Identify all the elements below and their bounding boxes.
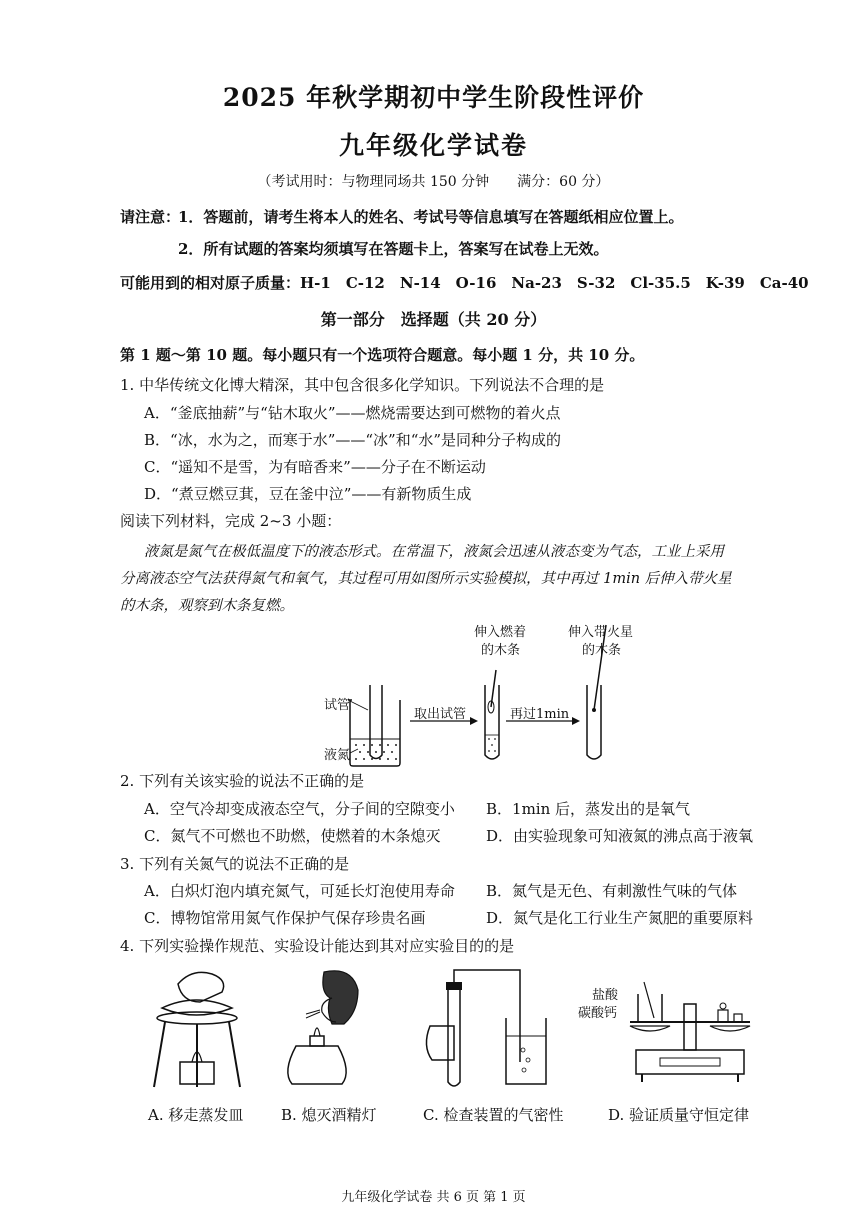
label-hydrochloric-acid: 盐酸 — [592, 988, 619, 1003]
balance-base — [636, 1050, 744, 1074]
weight — [718, 1010, 728, 1022]
delivery-tube — [454, 970, 520, 1062]
q2-option-d: D．由实验现象可知液氮的沸点高于液氧 — [486, 827, 754, 845]
test-tube-3 — [587, 685, 601, 759]
head — [323, 971, 358, 1024]
flame — [314, 1028, 320, 1036]
hand — [178, 972, 224, 1002]
passage-line-2: 分离液态空气法获得氮气和氧气，其过程可用如图所示实验模拟，其中再过 1min 后伸入带火星 — [120, 571, 732, 587]
section-title: 第一部分 选择题（共 20 分） — [320, 310, 547, 329]
label-calcium-carbonate: 碳酸钙 — [578, 1006, 618, 1021]
atomic-masses: 可能用到的相对原子质量：H-1 C-12 N-14 O-16 Na-23 S-32 Cl-35.5 K-39 Ca-40 — [120, 274, 809, 292]
arrow-label-take-out: 取出试管 — [414, 707, 467, 722]
q3-option-a: A．白炽灯泡内填充氮气，可延长灯泡使用寿命 — [144, 882, 455, 900]
beaker — [638, 994, 662, 1022]
left-pan — [630, 1026, 670, 1031]
q3-option-c: C．博物馆常用氮气作保护气保存珍贵名画 — [144, 909, 426, 927]
figure-c-airtightness-check — [420, 962, 560, 1092]
q2-option-c: C．氮气不可燃也不助燃，使燃着的木条熄灭 — [144, 827, 441, 845]
note-item-1: 1．答题前，请考生将本人的姓名、考试号等信息填写在答题纸相应位置上。 — [178, 208, 684, 226]
q2-stem: 2. 下列有关该实验的说法不正确的是 — [120, 772, 365, 790]
arrow-label-after-1min: 再过1min — [510, 707, 570, 722]
figure-b-alcohol-lamp — [262, 962, 372, 1092]
q4-caption-c: C. 检查装置的气密性 — [423, 1106, 564, 1124]
q3-option-d: D．氮气是化工行业生产氮肥的重要原料 — [486, 909, 754, 927]
figure-a-evaporating-dish — [140, 962, 250, 1092]
q1-option-d: D．“煮豆燃豆萁，豆在釜中泣”——有新物质生成 — [144, 485, 472, 503]
note-item-2: 2．所有试题的答案均须填写在答题卡上，答案写在试卷上无效。 — [178, 240, 609, 258]
q2-option-b: B．1min 后，蒸发出的是氧气 — [486, 800, 691, 818]
alcohol-lamp — [288, 1046, 346, 1084]
q2-option-a: A．空气冷却变成液态空气，分子间的空隙变小 — [144, 800, 455, 818]
q1-option-b: B．“冰，水为之，而寒于水”——“冰”和“水”是同种分子构成的 — [144, 431, 562, 449]
label-liquid-nitrogen: 液氮 — [324, 748, 351, 763]
page-footer: 九年级化学试卷 共 6 页 第 1 页 — [341, 1190, 526, 1205]
q4-stem: 4. 下列实验操作规范、实验设计能达到其对应实验目的的是 — [120, 937, 515, 955]
hand — [426, 1026, 454, 1060]
notes-lead: 请注意： — [120, 208, 181, 226]
q1-option-a: A．“釜底抽薪”与“钻木取火”——燃烧需要达到可燃物的着火点 — [144, 404, 561, 422]
label-glowing-splint-1: 伸入带火星 — [568, 625, 634, 640]
label-test-tube: 试管 — [324, 698, 351, 713]
label-glowing-splint-2: 的木条 — [582, 643, 622, 658]
q4-caption-a: A. 移走蒸发皿 — [148, 1106, 244, 1124]
q1-stem: 1. 中华传统文化博大精深，其中包含很多化学知识。下列说法不合理的是 — [120, 376, 605, 394]
beaker — [506, 1018, 546, 1084]
q1-option-c: C．“遥知不是雪，为有暗香来”——分子在不断运动 — [144, 458, 486, 476]
q4-caption-d: D. 验证质量守恒定律 — [608, 1106, 750, 1124]
right-pan — [710, 1026, 750, 1031]
exam-subtitle: 九年级化学试卷 — [338, 131, 528, 160]
label-burning-splint-2: 的木条 — [481, 643, 521, 658]
exam-info: （考试用时：与物理同场共 150 分钟 满分：60 分） — [257, 174, 610, 190]
section-instruction: 第 1 题～第 10 题。每小题只有一个选项符合题意。每小题 1 分，共 10 分。 — [120, 346, 645, 364]
reading-lead: 阅读下列材料，完成 2~3 小题： — [120, 512, 342, 530]
passage-line-3: 的木条，观察到木条复燃。 — [120, 598, 294, 614]
label-burning-splint-1: 伸入燃着 — [474, 625, 527, 640]
q3-stem: 3. 下列有关氮气的说法不正确的是 — [120, 855, 350, 873]
passage-line-1: 液氮是氮气在极低温度下的液态形式。在常温下，液氮会迅速从液态变为气态，工业上采用 — [144, 544, 724, 560]
figure-d-balance — [620, 978, 760, 1088]
exam-title: 2025 年秋学期初中学生阶段性评价 — [222, 83, 645, 112]
test-tube — [644, 982, 654, 1018]
q3-option-b: B．氮气是无色、有刺激性气味的气体 — [486, 882, 738, 900]
iron-ring — [157, 1012, 237, 1024]
q4-caption-b: B. 熄灭酒精灯 — [281, 1106, 377, 1124]
